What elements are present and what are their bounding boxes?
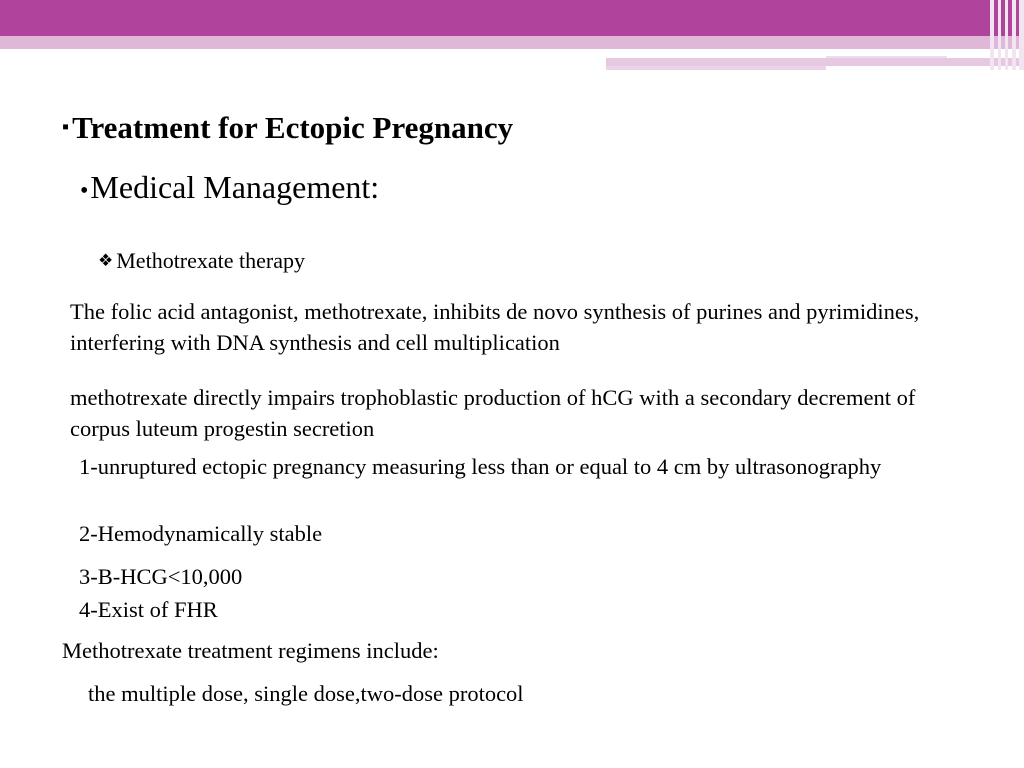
- header-accent-gap: [606, 49, 1024, 58]
- regimen-intro: Methotrexate treatment regimens include:: [62, 638, 439, 663]
- header-accent-bar: [606, 58, 1024, 66]
- header-accent-line: [826, 56, 947, 58]
- header-stripe: [1005, 0, 1008, 70]
- therapy-heading-text: Methotrexate therapy: [116, 248, 306, 273]
- header-light-band: [0, 36, 1024, 49]
- effect-paragraph: methotrexate directly impairs trophoblastic production of hCG with a secondary decrement of corpus luteum progestin secretion: [70, 385, 916, 441]
- round-bullet-icon: •: [80, 178, 89, 204]
- square-bullet-icon: ▪: [62, 116, 70, 138]
- slide-title-text: Treatment for Ectopic Pregnancy: [72, 110, 514, 145]
- section-heading-text: Medical Management:: [90, 169, 380, 205]
- criteria-item: 3-B-HCG<10,000: [79, 564, 243, 589]
- diamond-bullet-icon: ❖: [98, 251, 114, 270]
- header-stripe: [998, 0, 1001, 70]
- criteria-item: 2-Hemodynamically stable: [79, 521, 323, 546]
- slide-title: [62, 110, 513, 146]
- section-heading: [80, 169, 379, 206]
- header-band: [0, 0, 1024, 36]
- criteria-item: 1-unruptured ectopic pregnancy measuring less than or equal to 4 cm by ultrasonography: [79, 454, 882, 479]
- header-stripe: [1019, 0, 1024, 70]
- criteria-item: 4-Exist of FHR: [79, 597, 218, 622]
- mechanism-paragraph: The folic acid antagonist, methotrexate, inhibits de novo synthesis of purines and pyrimidines, interfering with DNA synthesis and cell multiplication: [70, 299, 920, 355]
- header-accent-bar-small: [606, 66, 826, 70]
- header-stripe: [990, 0, 994, 70]
- therapy-heading: [98, 248, 305, 274]
- regimen-list: the multiple dose, single dose,two-dose protocol: [88, 681, 524, 706]
- header-stripe: [1012, 0, 1016, 70]
